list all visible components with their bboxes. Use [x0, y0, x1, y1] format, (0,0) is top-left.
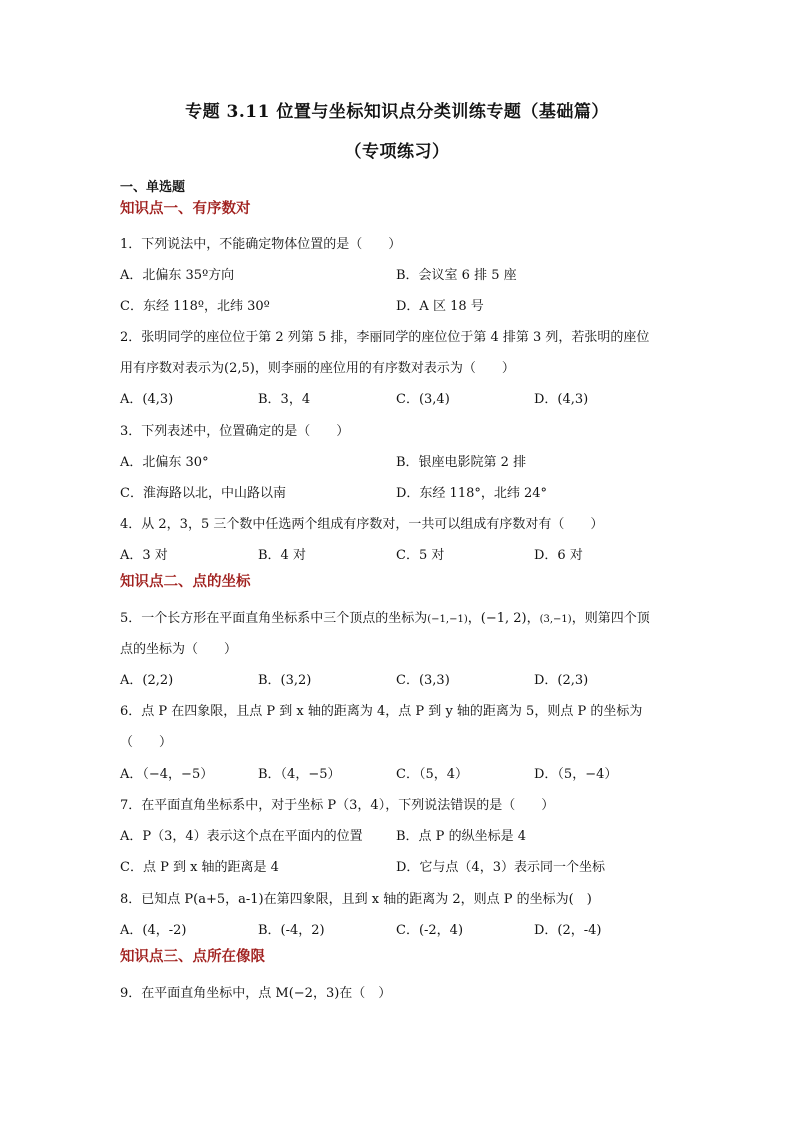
- option: B．（4，−5）: [258, 767, 341, 782]
- option: A．P（3，4）表示这个点在平面内的位置: [120, 829, 363, 844]
- document-subtitle: （专项练习）: [344, 142, 450, 162]
- option: A．（−4，−5）: [120, 767, 214, 782]
- coordinate-label: (3,−1): [539, 614, 572, 625]
- question-stem: 2．张明同学的座位位于第 2 列第 5 排，李丽同学的座位位于第 4 排第 3 列，若张明的座位: [120, 330, 650, 345]
- question-stem: 用有序数对表示为(2,5)，则李丽的座位用的有序数对表示为（ ）: [120, 361, 515, 376]
- question-stem: 9．在平面直角坐标中，点 M(−2，3)在（ ）: [120, 986, 392, 1001]
- option: A．3 对: [120, 548, 168, 563]
- document-title: 专题 3.11 位置与坐标知识点分类训练专题（基础篇）: [185, 102, 609, 122]
- option: D．东经 118°，北纬 24°: [396, 486, 548, 501]
- option: D．它与点（4，3）表示同一个坐标: [396, 860, 605, 875]
- option: D．(2，-4): [534, 923, 602, 938]
- option: A．北偏东 35º方向: [120, 268, 235, 283]
- option: A．北偏东 30°: [120, 455, 209, 470]
- coordinate-label: (−1,−1): [427, 614, 468, 625]
- question-stem: （ ）: [120, 735, 173, 750]
- question-stem: 7．在平面直角坐标系中，对于坐标 P（3，4），下列说法错误的是（ ）: [120, 798, 555, 813]
- question-stem: 1．下列说法中，不能确定物体位置的是（ ）: [120, 237, 402, 252]
- question-stem-text: ，(−1, 2)，: [467, 611, 540, 626]
- option: C．(-2，4): [396, 923, 464, 938]
- question-stem: 8．已知点 P(a+5，a-1)在第四象限，且到 x 轴的距离为 2，则点 P 的坐标为( ): [120, 892, 592, 907]
- option: B．4 对: [258, 548, 306, 563]
- section-heading: 一、单选题: [120, 180, 186, 195]
- option: D．（5，−4）: [534, 767, 618, 782]
- option: D．(4,3): [534, 392, 589, 407]
- option: C．东经 118º，北纬 30º: [120, 299, 270, 314]
- knowledge-point-heading: 知识点一、有序数对: [120, 200, 251, 217]
- knowledge-point-heading: 知识点三、点所在像限: [120, 948, 265, 965]
- question-stem-text: 5．一个长方形在平面直角坐标系中三个顶点的坐标为: [120, 611, 428, 626]
- option: C．淮海路以北，中山路以南: [120, 486, 286, 501]
- option: D．A 区 18 号: [396, 299, 484, 314]
- question-stem: 3．下列表述中，位置确定的是（ ）: [120, 424, 350, 439]
- question-stem: 4．从 2，3，5 三个数中任选两个组成有序数对，一共可以组成有序数对有（ ）: [120, 517, 604, 532]
- option: A．(2,2): [120, 673, 174, 688]
- question-stem: [120, 607, 650, 626]
- option: A．(4，-2): [120, 923, 187, 938]
- option: D．6 对: [534, 548, 583, 563]
- option: C．5 对: [396, 548, 445, 563]
- question-stem: 点的坐标为（ ）: [120, 642, 238, 657]
- option: D．(2,3): [534, 673, 589, 688]
- option: C．(3,4): [396, 392, 450, 407]
- option: A．(4,3): [120, 392, 174, 407]
- option: B．会议室 6 排 5 座: [396, 268, 517, 283]
- option: C．(3,3): [396, 673, 450, 688]
- option: B．3，4: [258, 392, 311, 407]
- option: B．点 P 的纵坐标是 4: [396, 829, 526, 844]
- option: C．点 P 到 x 轴的距离是 4: [120, 860, 279, 875]
- question-stem: 6．点 P 在四象限，且点 P 到 x 轴的距离为 4，点 P 到 y 轴的距离为 5，则点 P 的坐标为: [120, 704, 643, 719]
- option: B．(3,2): [258, 673, 312, 688]
- option: B．(-4，2): [258, 923, 325, 938]
- question-stem-text: ，则第四个顶: [571, 611, 650, 626]
- option: B．银座电影院第 2 排: [396, 455, 527, 470]
- option: C．（5，4）: [396, 767, 468, 782]
- knowledge-point-heading: 知识点二、点的坐标: [120, 573, 251, 590]
